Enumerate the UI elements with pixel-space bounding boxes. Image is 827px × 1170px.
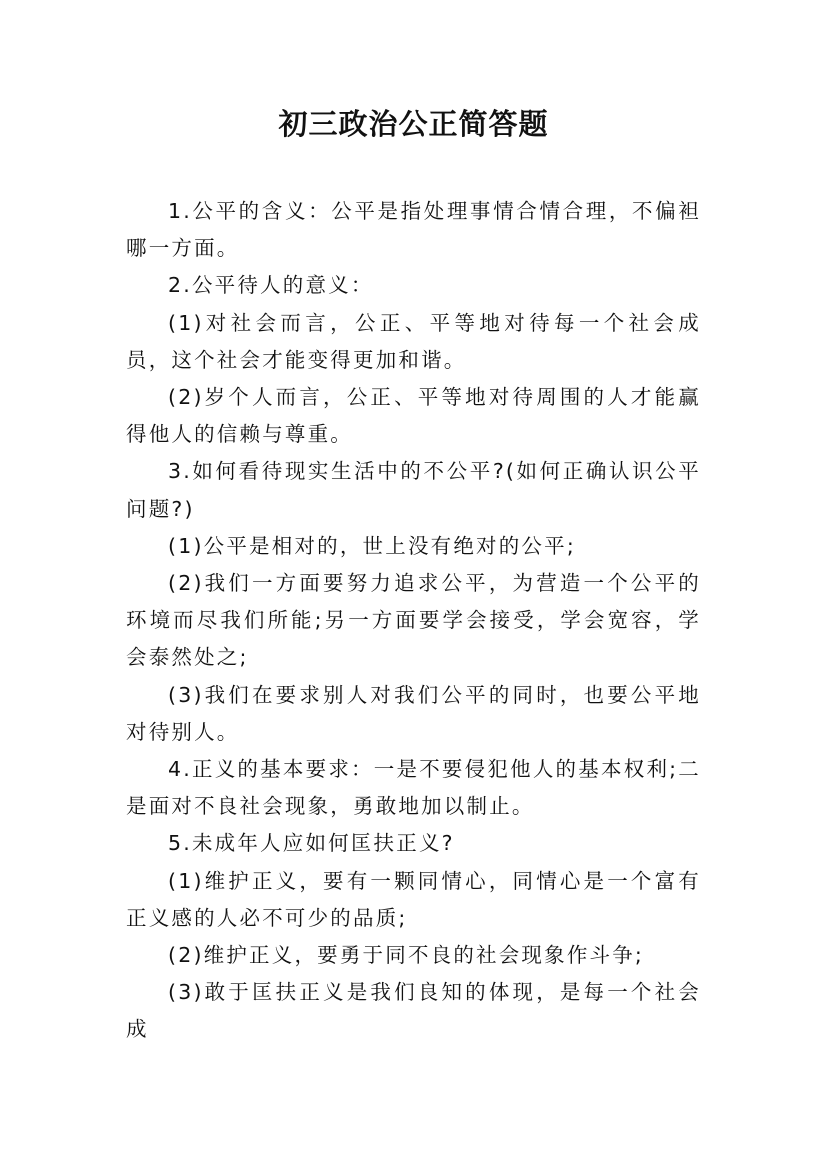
paragraph: 2.公平待人的意义：	[168, 273, 374, 298]
paragraph: (2)我们一方面要努力追求公平，为营造一个公平的环境而尽我们所能;另一方面要学会接受，学会宽容，学会泰然处之;	[126, 571, 701, 670]
paragraph: 3.如何看待现实生活中的不公平?(如何正确认识公平问题?)	[126, 459, 701, 521]
paragraph: (2)维护正义，要勇于同不良的社会现象作斗争;	[168, 943, 645, 968]
paragraph: 5.未成年人应如何匡扶正义?	[168, 831, 455, 856]
paragraph: (1)维护正义，要有一颗同情心，同情心是一个富有正义感的人必不可少的品质;	[126, 868, 701, 930]
document-title: 初三政治公正简答题	[278, 107, 549, 141]
document-body	[126, 193, 701, 1049]
paragraph: (1)对社会而言，公正、平等地对待每一个社会成员，这个社会才能变得更加和谐。	[126, 310, 701, 372]
paragraph: 4.正义的基本要求：一是不要侵犯他人的基本权利;二是面对不良社会现象，勇敢地加以制止。	[126, 757, 701, 819]
paragraph: (2)岁个人而言，公正、平等地对待周围的人才能赢得他人的信赖与尊重。	[126, 385, 701, 447]
paragraph: (3)我们在要求别人对我们公平的同时，也要公平地对待别人。	[126, 682, 701, 744]
paragraph: (3)敢于匡扶正义是我们良知的体现，是每一个社会成	[126, 980, 701, 1042]
paragraph: (1)公平是相对的，世上没有绝对的公平;	[168, 533, 576, 558]
paragraph: 1.公平的含义：公平是指处理事情合情合理，不偏袒哪一方面。	[126, 199, 701, 261]
